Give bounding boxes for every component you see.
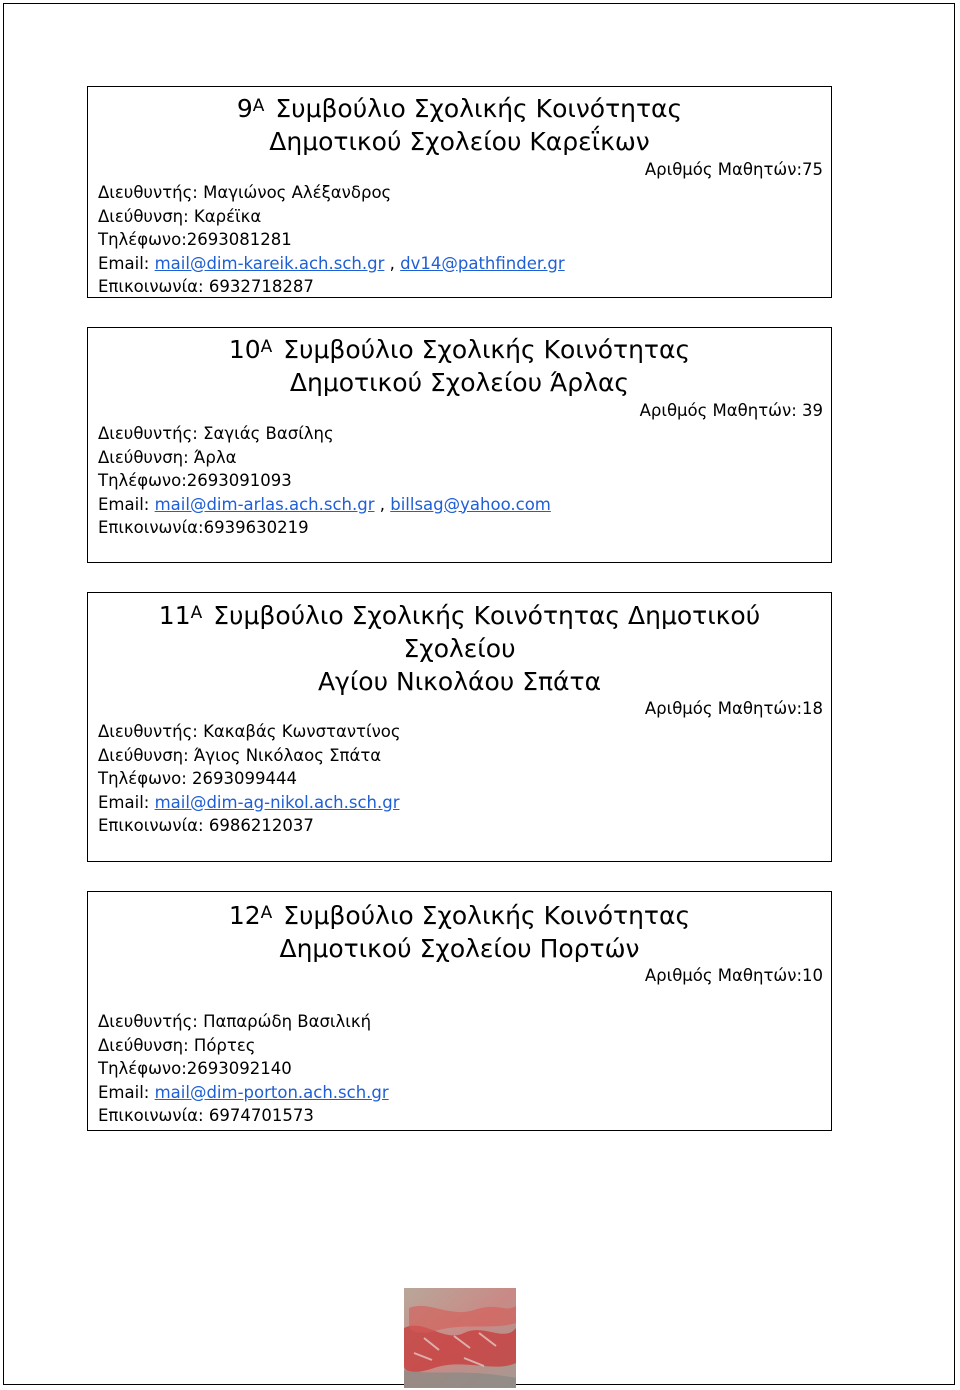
contact-row bbox=[98, 275, 565, 299]
director-value: Παπαρώδη Βασιλική bbox=[197, 1012, 372, 1031]
phone-label: Τηλέφωνο: bbox=[98, 471, 187, 490]
email-row bbox=[98, 493, 551, 517]
address-row bbox=[98, 744, 401, 768]
card-title bbox=[88, 90, 831, 158]
director-row bbox=[98, 1010, 389, 1034]
email-link-primary[interactable]: mail@dim-kareik.ach.sch.gr bbox=[154, 253, 385, 273]
title-text: Συμβούλιο Σχολικής Κοινότητας Δημοτικού bbox=[213, 601, 761, 630]
email-label: Email: bbox=[98, 1082, 150, 1102]
title-number: 9 bbox=[236, 94, 253, 123]
title-line-1 bbox=[88, 90, 831, 125]
email-link-primary[interactable]: mail@dim-ag-nikol.ach.sch.gr bbox=[154, 792, 400, 812]
school-card-10 bbox=[87, 327, 832, 563]
email-row bbox=[98, 252, 565, 276]
contact-info bbox=[98, 1010, 389, 1128]
address-label: Διεύθυνση: bbox=[98, 1035, 189, 1055]
director-label: Διευθυντής: bbox=[98, 424, 198, 443]
school-card-12 bbox=[87, 891, 832, 1131]
title-line-2: Σχολείου bbox=[403, 634, 516, 663]
contact-label: Επικοινωνία: bbox=[98, 816, 204, 835]
director-value: Κακαβάς Κωνσταντίνος bbox=[197, 722, 401, 741]
contact-row bbox=[98, 814, 401, 838]
card-title bbox=[88, 597, 831, 698]
contact-value: 6939630219 bbox=[203, 518, 309, 537]
contact-value: 6932718287 bbox=[203, 277, 314, 296]
director-label: Διευθυντής: bbox=[98, 183, 198, 202]
students-count: Αριθμός Μαθητών: 39 bbox=[639, 401, 823, 420]
title-superscript: Α bbox=[252, 96, 265, 116]
address-value: Πόρτες bbox=[188, 1035, 256, 1055]
photo-thumbnail bbox=[404, 1288, 516, 1388]
phone-value: 2693092140 bbox=[186, 1059, 292, 1078]
email-separator: , bbox=[384, 253, 401, 273]
address-value: Άγιος Νικόλαος Σπάτα bbox=[188, 745, 382, 765]
students-count: Αριθμός Μαθητών:18 bbox=[644, 699, 823, 718]
title-superscript: Α bbox=[260, 903, 273, 923]
email-label: Email: bbox=[98, 792, 150, 812]
contact-row bbox=[98, 516, 551, 540]
email-row bbox=[98, 1081, 389, 1105]
address-value: Άρλα bbox=[188, 447, 237, 467]
contact-value: 6974701573 bbox=[203, 1106, 314, 1125]
card-title bbox=[88, 897, 831, 965]
contact-info bbox=[98, 181, 565, 299]
email-link-secondary[interactable]: dv14@pathfinder.gr bbox=[400, 253, 565, 273]
phone-label: Τηλέφωνο: bbox=[98, 769, 187, 788]
school-card-11 bbox=[87, 592, 832, 862]
photo-image bbox=[404, 1288, 516, 1388]
contact-row bbox=[98, 1104, 389, 1128]
address-label: Διεύθυνση: bbox=[98, 447, 189, 467]
address-label: Διεύθυνση: bbox=[98, 206, 189, 226]
phone-value: 2693099444 bbox=[186, 769, 298, 788]
phone-label: Τηλέφωνο: bbox=[98, 1059, 187, 1078]
title-line-2: Δημοτικού Σχολείου Άρλας bbox=[289, 368, 630, 397]
contact-label: Επικοινωνία: bbox=[98, 277, 204, 296]
contact-label: Επικοινωνία: bbox=[98, 518, 204, 537]
director-value: Μαγιώνος Αλέξανδρος bbox=[197, 183, 392, 202]
email-link-primary[interactable]: mail@dim-arlas.ach.sch.gr bbox=[154, 494, 375, 514]
director-row bbox=[98, 422, 551, 446]
director-label: Διευθυντής: bbox=[98, 1012, 198, 1031]
title-superscript: Α bbox=[190, 603, 203, 623]
card-title bbox=[88, 331, 831, 399]
contact-value: 6986212037 bbox=[203, 816, 314, 835]
director-row bbox=[98, 181, 565, 205]
students-count: Αριθμός Μαθητών:75 bbox=[644, 160, 823, 179]
students-count: Αριθμός Μαθητών:10 bbox=[644, 966, 823, 985]
phone-label: Τηλέφωνο: bbox=[98, 230, 187, 249]
address-row bbox=[98, 1034, 389, 1058]
director-value: Σαγιάς Βασίλης bbox=[197, 424, 334, 443]
phone-row bbox=[98, 767, 401, 791]
phone-row bbox=[98, 469, 551, 493]
title-superscript: Α bbox=[260, 337, 273, 357]
school-card-9 bbox=[87, 86, 832, 298]
address-row bbox=[98, 205, 565, 229]
email-link-secondary[interactable]: billsag@yahoo.com bbox=[390, 494, 551, 514]
email-row bbox=[98, 791, 401, 815]
title-text: Συμβούλιο Σχολικής Κοινότητας bbox=[275, 94, 683, 123]
email-link-primary[interactable]: mail@dim-porton.ach.sch.gr bbox=[154, 1082, 389, 1102]
title-line-3: Αγίου Νικολάου Σπάτα bbox=[317, 667, 602, 696]
address-row bbox=[98, 446, 551, 470]
phone-value: 2693091093 bbox=[186, 471, 292, 490]
address-value: Καρέϊκα bbox=[188, 206, 262, 226]
title-line-1 bbox=[88, 897, 831, 932]
phone-row bbox=[98, 1057, 389, 1081]
title-line-1 bbox=[88, 331, 831, 366]
director-row bbox=[98, 720, 401, 744]
phone-value: 2693081281 bbox=[186, 230, 292, 249]
email-label: Email: bbox=[98, 494, 150, 514]
email-label: Email: bbox=[98, 253, 150, 273]
title-line-2: Δημοτικού Σχολείου Καρεΐκων bbox=[269, 127, 650, 156]
title-line-1 bbox=[88, 597, 831, 632]
contact-label: Επικοινωνία: bbox=[98, 1106, 204, 1125]
title-number: 10 bbox=[228, 335, 261, 364]
contact-info bbox=[98, 422, 551, 540]
contact-info bbox=[98, 720, 401, 838]
director-label: Διευθυντής: bbox=[98, 722, 198, 741]
title-number: 11 bbox=[158, 601, 191, 630]
phone-row bbox=[98, 228, 565, 252]
title-number: 12 bbox=[228, 901, 261, 930]
address-label: Διεύθυνση: bbox=[98, 745, 189, 765]
title-line-2: Δημοτικού Σχολείου Πορτών bbox=[279, 934, 640, 963]
title-text: Συμβούλιο Σχολικής Κοινότητας bbox=[283, 901, 691, 930]
email-separator: , bbox=[374, 494, 391, 514]
title-text: Συμβούλιο Σχολικής Κοινότητας bbox=[283, 335, 691, 364]
